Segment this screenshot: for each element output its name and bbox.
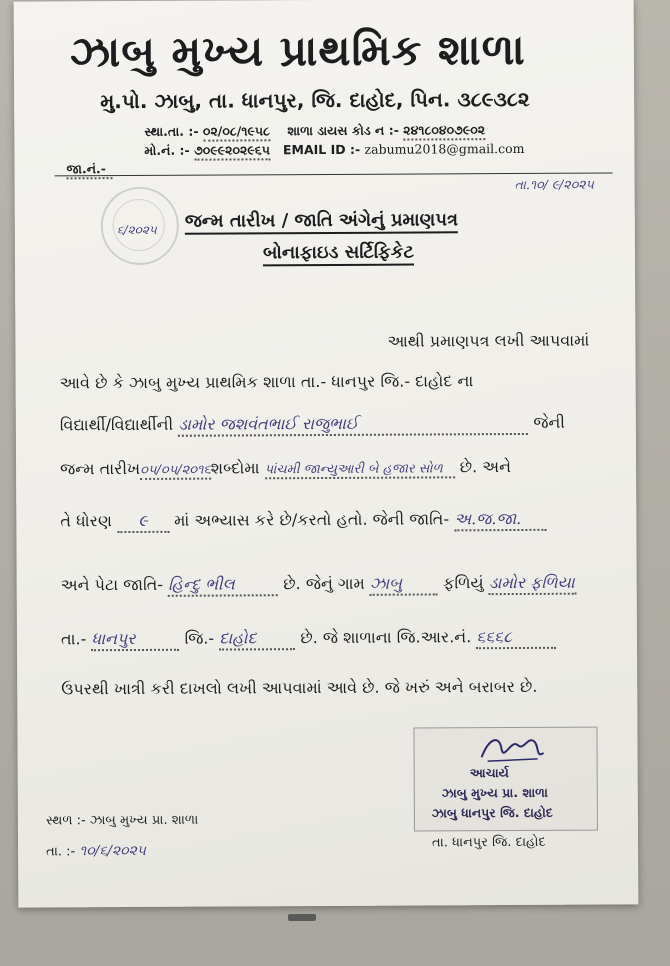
footer-date-value: ૧૦/૬/૨૦૨૫ <box>79 842 147 860</box>
table-mark <box>288 914 316 921</box>
body-line-5: તે ધોરણ ૯ માં અભ્યાસ કરે છે/કરતો હતો. જેની જાતિ- અ.જ.જા. <box>60 509 546 534</box>
body-line-2: આવે છે કે ઝાબુ મુખ્ય પ્રાથમિક શાળા તા.- ધાનપુર જિ.- દાહોદ ના <box>59 371 474 393</box>
taluka-value: ધાનપુર <box>91 629 179 651</box>
stamp-line-2: ઝાબુ ધાનપુર જિ. દાહોદ <box>431 804 553 821</box>
body-line-3: વિદ્યાર્થી/વિદ્યાર્થીની ડામોર જશવંતભાઈ રાજુભાઈ જેની <box>60 413 565 438</box>
falia-value: ડામોર ફળિયા <box>489 573 577 595</box>
standard-value: ૯ <box>117 511 169 533</box>
jak-number: જા.નં.- <box>66 161 112 179</box>
issue-date: તા.૧૦/ ૯/૨૦૨૫ <box>514 176 594 193</box>
dise-value: ૨૪૧૮૦૪૦૭૯૦૨ <box>403 122 485 140</box>
certificate-paper <box>14 0 639 908</box>
mobile-value: ૭૦૯૯૨૦૨૯૬૫ <box>194 142 270 160</box>
dob-words: પાંચમી જાન્યુઆરી બે હજાર સોળ <box>265 461 455 479</box>
village-value: ઝાબુ <box>370 573 438 595</box>
body-line-4: જન્મ તારીખ૦૫/૦૫/૨૦૧૬શબ્દોમા પાંચમી જાન્યુઆરી બે હજાર સોળ છે. અને <box>60 457 512 479</box>
established-value: ૦૨/૦૮/૧૯૫૮ <box>203 123 270 141</box>
school-address: મુ.પો. ઝાબુ, તા. ધાનપુર, જિ. દાહોદ, પિન. ૩૮૯૩૮૨ <box>100 86 530 114</box>
student-name: ડામોર જશવંતભાઈ રાજુભાઈ <box>178 413 528 437</box>
sub-caste-value: હિન્દુ ભીલ <box>168 574 278 597</box>
certificate-subheading: બોનાફાઇડ સર્ટિફિકેટ <box>263 242 414 264</box>
signature-location: તા. ધાનપુર જિ. દાહોદ <box>432 834 546 851</box>
establishment-row <box>144 122 485 142</box>
contact-row <box>144 141 524 161</box>
body-line-7: તા.- ધાનપુર જિ.- દાહોદ છે. જે શાળાના જિ.આર.નં. ૬૬૬૮ <box>61 627 556 652</box>
mobile-label: મો.નં. :- <box>144 142 190 158</box>
body-line-6: અને પેટા જાતિ- હિન્દુ ભીલ છે. જેનું ગામ ઝાબુ ફળિયું ડામોર ફળિયા <box>61 573 577 598</box>
principal-designation: આચાર્ય <box>469 765 509 781</box>
body-line-8: ઉપરથી ખાત્રી કરી દાખલો લખી આપવામાં આવે છે. જે ખરું અને બરાબર છે. <box>61 676 538 699</box>
stamp-line-1: ઝાબુ મુખ્ય પ્રા. શાળા <box>441 784 548 801</box>
email-label: EMAIL ID :- <box>282 141 361 158</box>
email-value: zabumu2018@gmail.com <box>364 140 525 157</box>
dob-numeric: ૦૫/૦૫/૨૦૧૬ <box>140 462 211 478</box>
footer-place-value: ઝાબુ મુખ્ય પ્રા. શાળા <box>89 812 199 829</box>
principal-signature <box>477 731 547 767</box>
school-name: ઝાબુ મુખ્ય પ્રાથમિક શાળા <box>69 24 526 77</box>
gr-number-value: ૬૬૬૮ <box>476 627 556 649</box>
header-divider <box>55 172 613 176</box>
dise-label: શાળા ડાયસ કોડ ન :- <box>287 122 399 139</box>
caste-value: અ.જ.જા. <box>454 509 546 531</box>
established-label: સ્થા.તા. :- <box>144 123 199 139</box>
body-line-1: આથી પ્રમાણપત્ર લખી આપવામાં <box>387 330 590 351</box>
stamp-date: ૬/૨૦૨૫ <box>116 222 157 238</box>
footer-date: તા. :- ૧૦/૬/૨૦૨૫ <box>46 842 147 860</box>
footer-place: સ્થળ :- ઝાબુ મુખ્ય પ્રા. શાળા <box>45 812 199 829</box>
district-value: દાહોદ <box>219 628 295 650</box>
certificate-heading: જન્મ તારીખ / જાતિ અંગેનું પ્રમાણપત્ર <box>185 209 458 231</box>
